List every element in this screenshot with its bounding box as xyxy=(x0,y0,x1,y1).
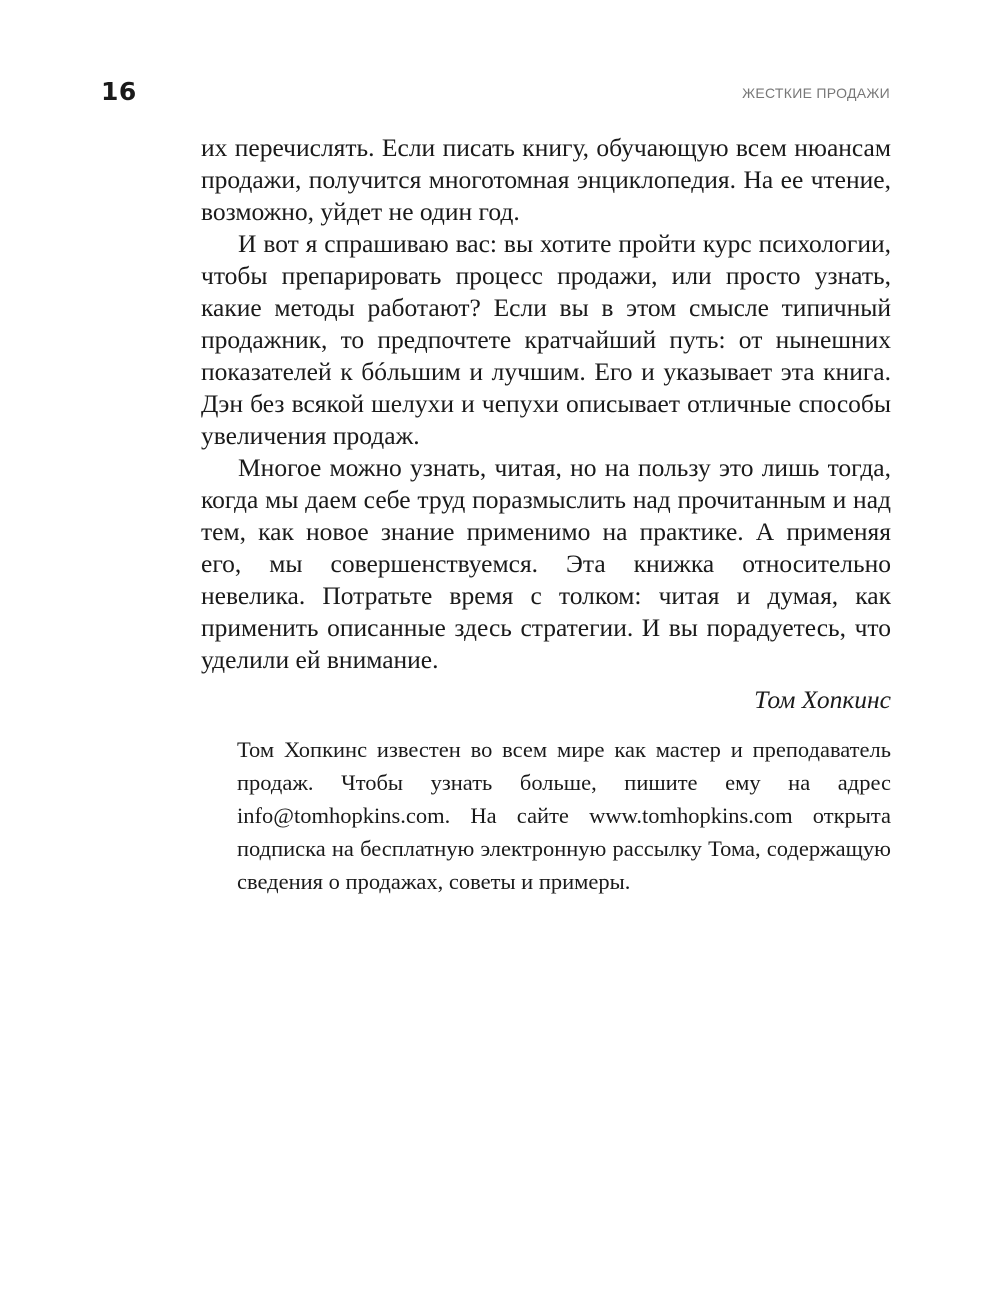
signature: Том Хопкинс xyxy=(754,685,891,714)
paragraph-1: их перечислять. Если писать книгу, обучающую всем нюансам продажи, получится многотомная энциклопедия. На ее чтение, возможно, уйдет не один год. xyxy=(201,133,891,226)
running-head: ЖЕСТКИЕ ПРОДАЖИ xyxy=(742,85,890,101)
author-note: Том Хопкинс известен во всем мире как мастер и преподаватель продаж. Чтобы узнать больше, пишите ему на адрес info@tomhopkins.com. На сайте www.tomhopkins.com открыта подписка на бесплатную электронную рассылку Тома, содержащую сведения о продажах, советы и примеры. xyxy=(237,737,891,894)
paragraph-2: И вот я спрашиваю вас: вы хотите пройти курс психологии, чтобы препарировать процесс продажи, или просто узнать, какие методы работают? Если вы в этом смысле типичный продажник, то предпочтете кратчайший путь: от нынешних показателей к бóльшим и лучшим. Его и указывает эта книга. Дэн без всякой шелухи и чепухи описывает отличные способы увеличения продаж. xyxy=(201,229,891,450)
page-number: 16 xyxy=(101,77,137,106)
body-text xyxy=(201,132,891,676)
paragraph-3: Многое можно узнать, читая, но на пользу это лишь тогда, когда мы даем себе труд поразмыслить над прочитанным и над тем, как новое знание применимо на практике. А применяя его, мы совершенствуемся. Эта книжка относительно невелика. Потратьте время с толком: читая и думая, как применить описанные здесь стратегии. И вы порадуетесь, что уделили ей внимание. xyxy=(201,453,891,674)
